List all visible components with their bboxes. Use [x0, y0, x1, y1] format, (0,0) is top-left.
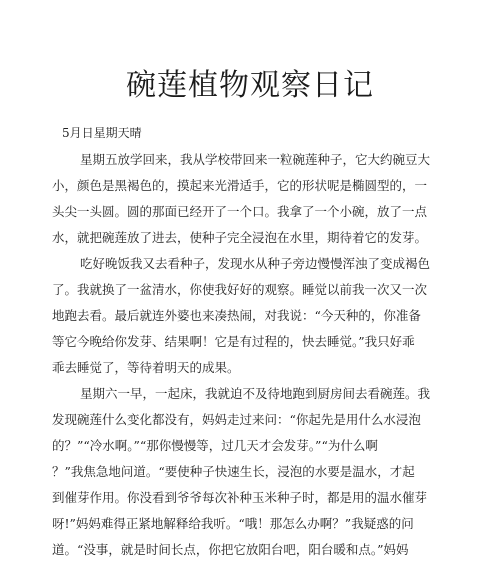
paragraph-line: 乖去睡觉了，等待着明天的成果。 — [52, 360, 240, 375]
paragraph-line: ？”我焦急地问道。“要使种子快速生长，浸泡的水要是温水，才起 — [52, 464, 415, 479]
paragraph-line: 等它今晚给你发芽、结果啊！它是有过程的，快去睡觉。”我只好乖 — [52, 334, 415, 349]
diary-dateline: 5月日星期天晴 — [62, 126, 142, 140]
paragraph-line: 小，颜色是黑褐色的，摸起来光滑适手，它的形状呢是椭圆型的，一 — [52, 178, 428, 193]
paragraph-line: 发现碗莲什么变化都没有，妈妈走过来问：“你起先是用什么水浸泡 — [52, 412, 421, 427]
paragraph-line: 到催芽作用。你没看到爷爷每次补种玉米种子时，都是用的温水催芽 — [52, 490, 428, 505]
paragraph-line: 了。我就换了一盆清水，你使我好好的观察。睡觉以前我一次又一次 — [52, 282, 428, 297]
paragraph-line: 地跑去看。最后就连外婆也来凑热闹，对我说：“今天种的，你准备 — [52, 308, 421, 323]
paragraph-line: 道。“没事，就是时间长点，你把它放阳台吧，阳台暖和点。”妈妈 — [52, 542, 409, 557]
paragraph-line: 呀!”妈妈难得正紧地解释给我听。“哦！那怎么办啊？”我疑惑的问 — [52, 516, 414, 531]
paragraph-line: 星期六一早，一起床，我就迫不及待地跑到厨房间去看碗莲。我 — [80, 386, 431, 401]
paragraph-line: 吃好晚饭我又去看种子，发现水从种子旁边慢慢浑浊了变成褐色 — [80, 256, 431, 271]
paragraph-line: 头尖一头圆。圆的那面已经开了一个口。我拿了一个小碗，放了一点 — [52, 204, 428, 219]
paragraph-line: 的？”“冷水啊。”“那你慢慢等，过几天才会发芽。”“为什么啊 — [52, 438, 378, 453]
paragraph-line: 水，就把碗莲放了进去，使种子完全浸泡在水里，期待着它的发芽。 — [52, 230, 428, 245]
paragraph-line: 星期五放学回来，我从学校带回来一粒碗莲种子，它大约碗豆大 — [80, 152, 431, 167]
document-title: 碗莲植物观察日记 — [126, 68, 374, 103]
